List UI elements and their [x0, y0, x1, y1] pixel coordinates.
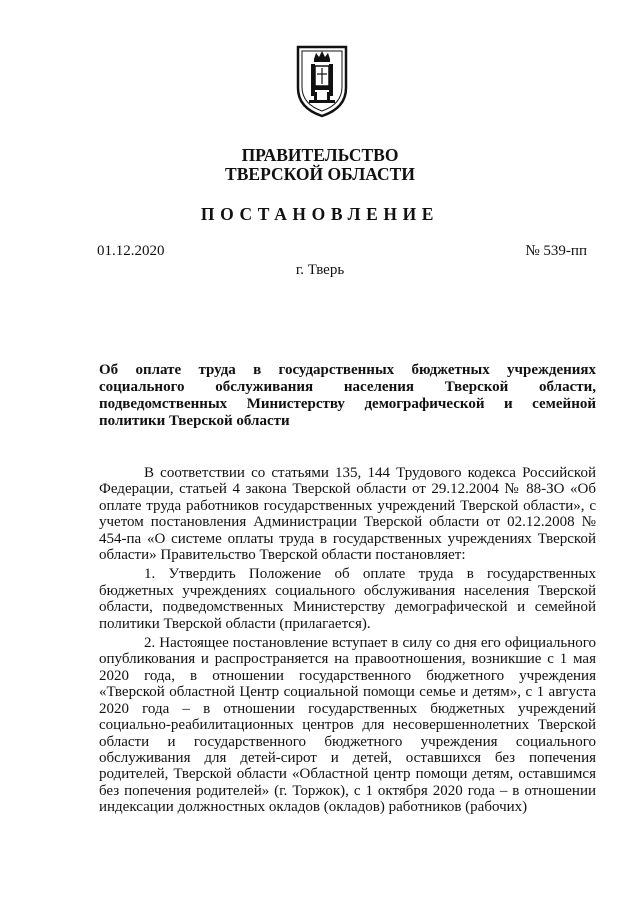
government-name-line2: ТВЕРСКОЙ ОБЛАСТИ: [225, 164, 415, 184]
government-name-line1: ПРАВИТЕЛЬСТВО: [241, 145, 399, 165]
item-1-paragraph: 1. Утвердить Положение об оплате труда в государственных бюджетных учреждениях социального обслуживания населения Тверской области, подведомственных Министерству демографической и семейной политики Тверской области (прилагается).: [99, 566, 596, 632]
document-date: 01.12.2020: [97, 243, 165, 259]
preamble-paragraph: В соответствии со статьями 135, 144 Трудового кодекса Российской Федерации, статьей 4 закона Тверской области от 29.12.2004 № 88-ЗО «Об оплате труда работников государственных учреждений Тверской области», с учетом постановления Администрации Тверской области от 02.12.2008 № 454-па «О системе оплаты труда в государственных учреждениях Тверской области» Правительство Тверской области постановляет:: [99, 465, 596, 564]
document-title: Об оплате труда в государственных бюджетных учреждениях социального обслуживания населения Тверской области, подведомственных Министерству демографической и семейной политики Тверской области: [99, 362, 596, 429]
item-2-paragraph: 2. Настоящее постановление вступает в силу со дня его официального опубликования и распространяется на правоотношения, возникшие с 1 мая 2020 года, в отношении государственного бюджетного учреждения «Тверской областной Центр социальной помощи семье и детям», с 1 августа 2020 года – в отношении государственных бюджетных учреждений социально-реабилитационных центров для несовершеннолетних Тверской области и государственного бюджетного учреждения социального обслуживания для детей-сирот и детей, оставшихся без попечения родителей, Тверской области «Областной центр помощи детям, оставшимся без попечения родителей» (г. Торжок), с 1 октября 2020 года – в отношении индексации должностных окладов (окладов) работников (рабочих): [99, 635, 596, 816]
document-body: [99, 465, 596, 816]
document-city: г. Тверь: [295, 262, 345, 278]
coat-of-arms-icon: [295, 44, 349, 118]
document-number: № 539-пп: [525, 243, 587, 259]
document-type: ПОСТАНОВЛЕНИЕ: [200, 204, 440, 224]
